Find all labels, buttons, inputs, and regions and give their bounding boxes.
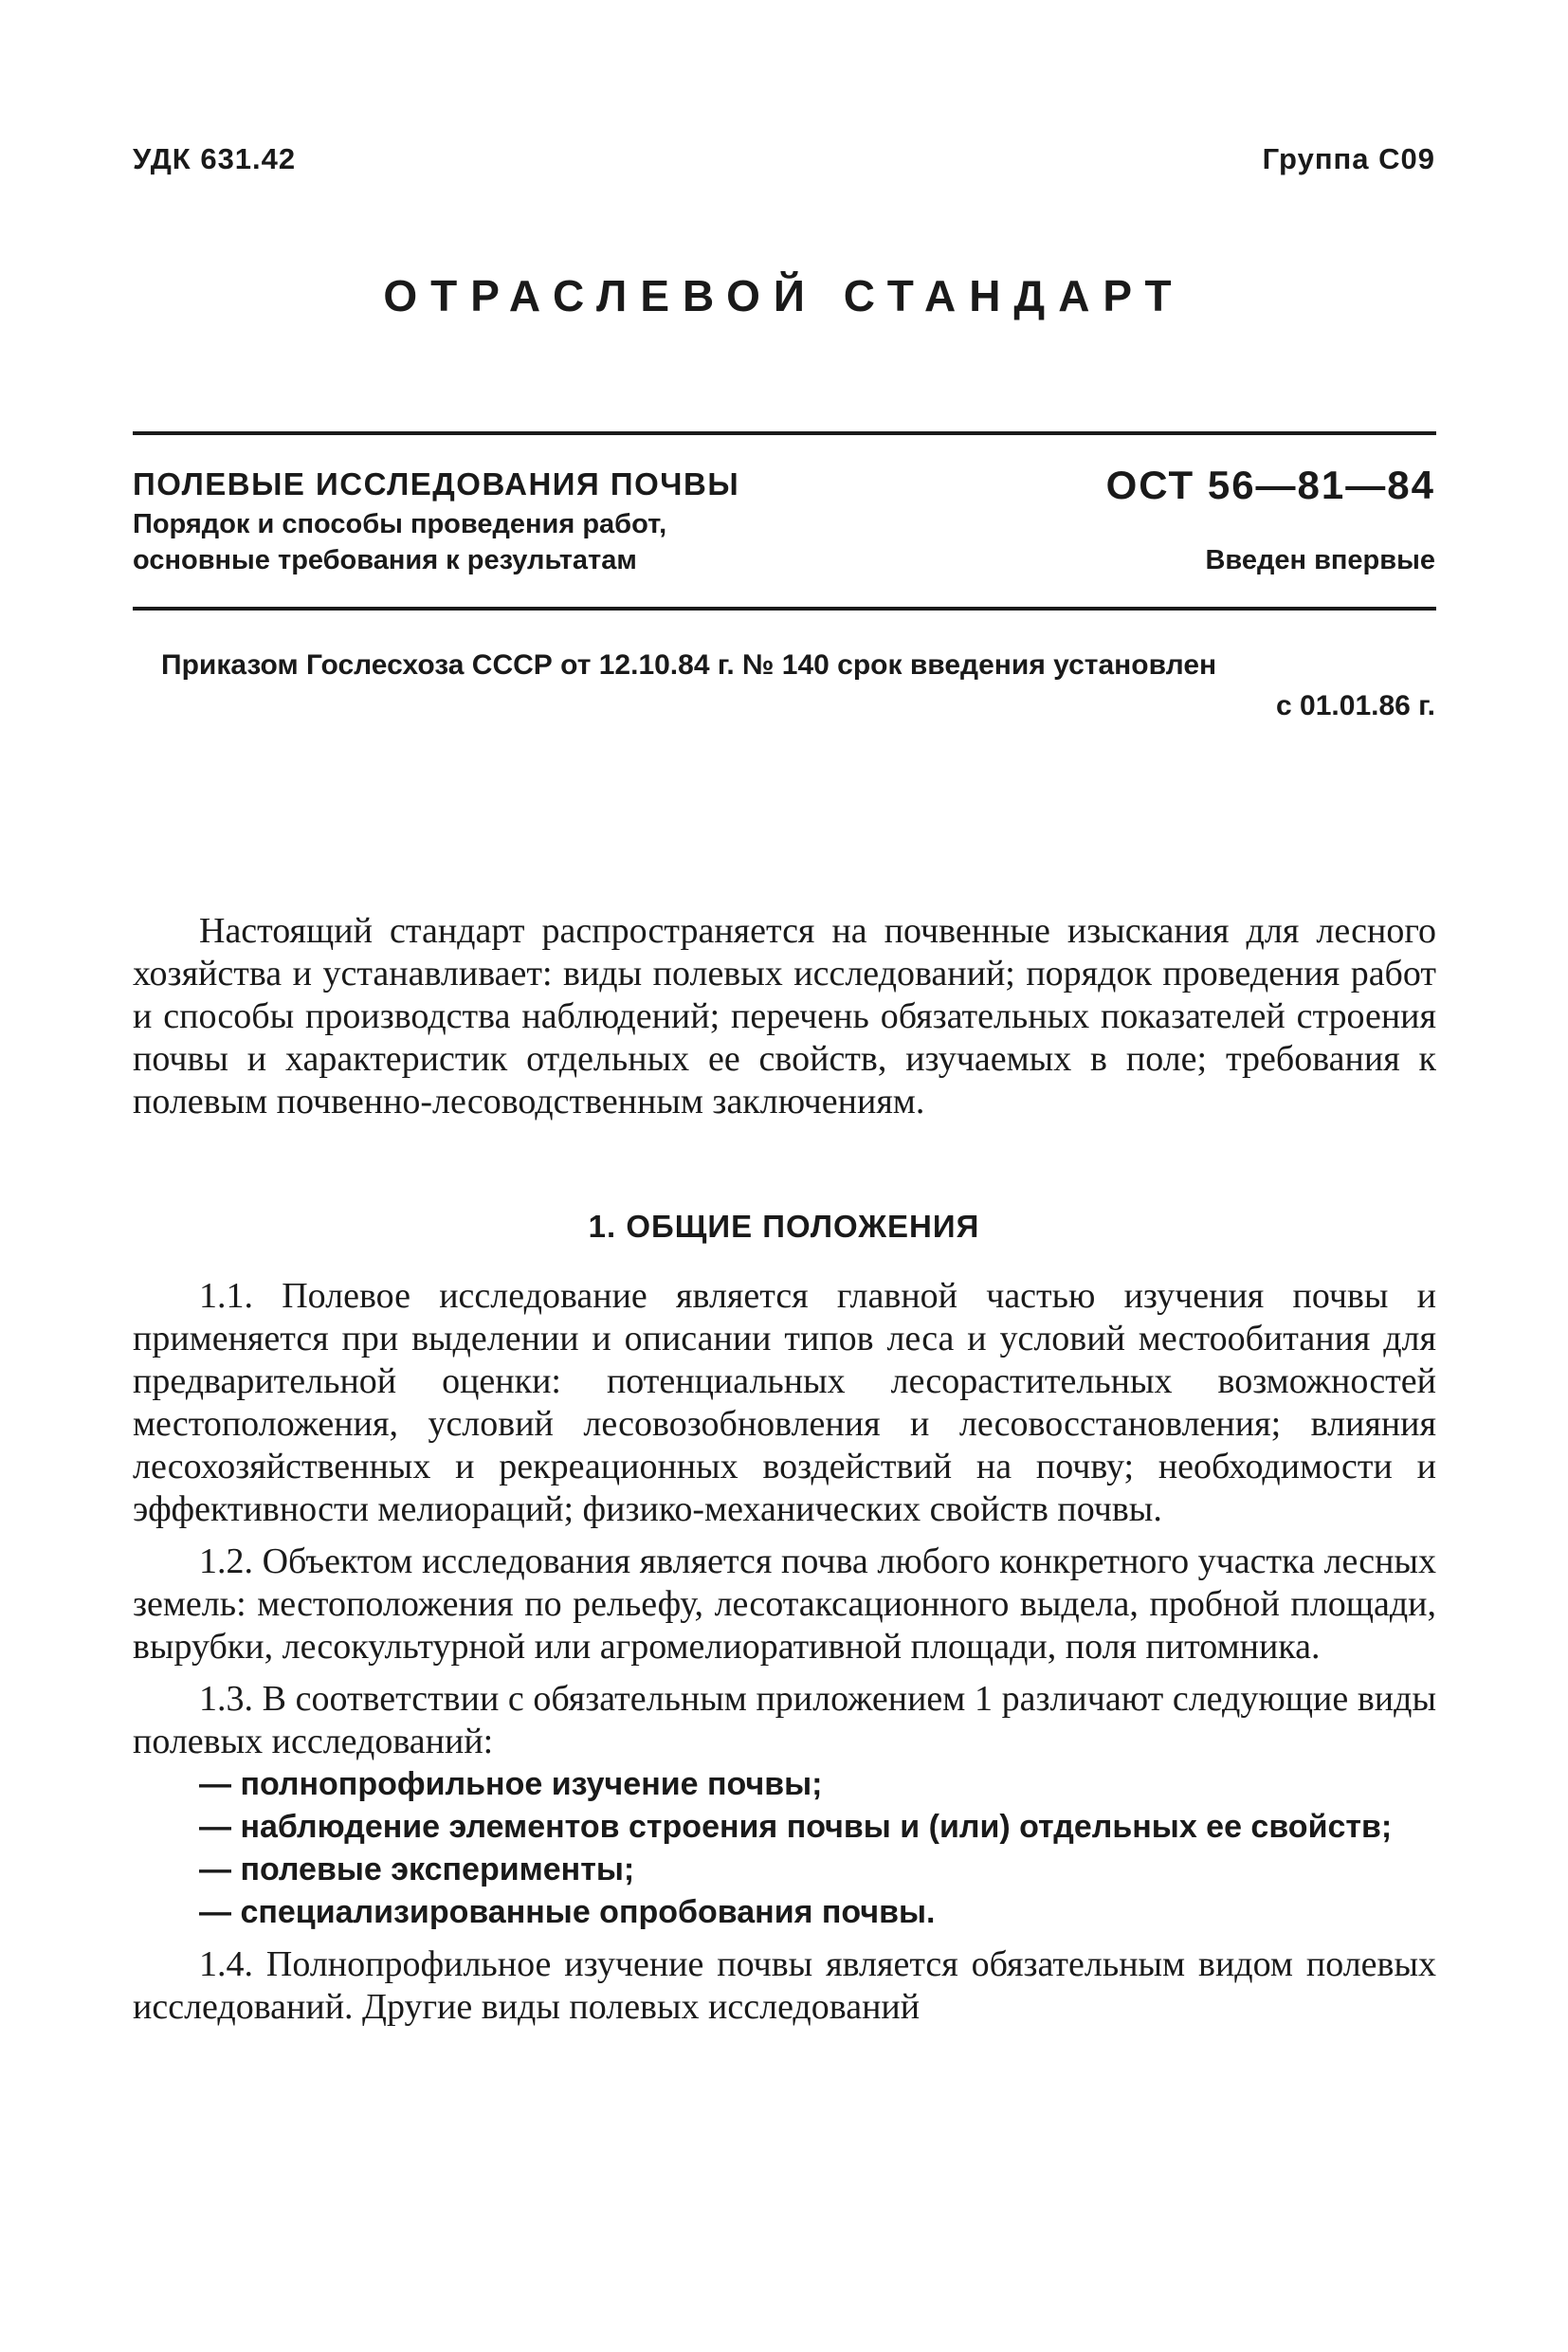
standard-title: ОТРАСЛЕВОЙ СТАНДАРТ bbox=[383, 271, 1185, 320]
order-line-1: Приказом Гослесхоза СССР от 12.10.84 г. № 140 срок введения установлен bbox=[161, 649, 1217, 681]
paragraph-1-4: 1.4. Полнопрофильное изучение почвы является обязательным видом полевых исследований. Другие виды полевых исследований bbox=[133, 1944, 1436, 2027]
paragraph-1-2: 1.2. Объектом исследования является почва любого конкретного участка лесных земель: местоположения по рельефу, лесотаксационного выдела, пробной площади, вырубки, лесокультурной или агромелиоративной площади, поля питомника. bbox=[133, 1541, 1436, 1667]
section-body bbox=[133, 1275, 1436, 2038]
standard-code: ОСТ 56—81—84 bbox=[1105, 463, 1435, 507]
subject-subtitle-line-1: Порядок и способы проведения работ, bbox=[133, 509, 667, 539]
list-item: — специализированные опробования почвы. bbox=[199, 1894, 936, 1930]
subject-subtitle-line-2: основные требования к результатам bbox=[133, 545, 637, 575]
top-divider bbox=[133, 431, 1436, 435]
list-item: — наблюдение элементов строения почвы и (или) отдельных ее свойств; bbox=[199, 1809, 1393, 1845]
group-code: Группа С09 bbox=[1262, 142, 1435, 175]
section-heading: 1. ОБЩИЕ ПОЛОЖЕНИЯ bbox=[588, 1209, 980, 1244]
subject-title: ПОЛЕВЫЕ ИССЛЕДОВАНИЯ ПОЧВЫ bbox=[133, 466, 740, 501]
introduced-note: Введен впервые bbox=[1205, 545, 1435, 575]
list-item: — полевые эксперименты; bbox=[199, 1851, 635, 1887]
udk-code: УДК 631.42 bbox=[133, 142, 297, 175]
paragraph-1-3: 1.3. В соответствии с обязательным приложением 1 различают следующие виды полевых исследований: bbox=[133, 1679, 1436, 1761]
bottom-divider bbox=[133, 607, 1436, 611]
list-item: — полнопрофильное изучение почвы; bbox=[199, 1766, 823, 1802]
paragraph-1-1: 1.1. Полевое исследование является главной частью изучения почвы и применяется при выделении и описании типов леса и условий местообитания для предварительной оценки: потенциальных лесорастительных возможностей местоположения, условий лесовозобновления и лесовосстановления; влияния лесохозяйственных и рекреационных воздействий на почву; необходимости и эффективности мелиораций; физико-механических свойств почвы. bbox=[133, 1276, 1436, 1529]
intro-paragraph: Настоящий стандарт распространяется на почвенные изыскания для лесного хозяйства и устанавливает: виды полевых исследований; порядок проведения работ и способы производства наблюдений; перечень обязательных показателей строения почвы и характеристик отдельных ее свойств, изучаемых в поле; требования к полевым почвенно-лесоводственным заключениям. bbox=[133, 911, 1436, 1121]
order-line-2: с 01.01.86 г. bbox=[1276, 690, 1435, 721]
